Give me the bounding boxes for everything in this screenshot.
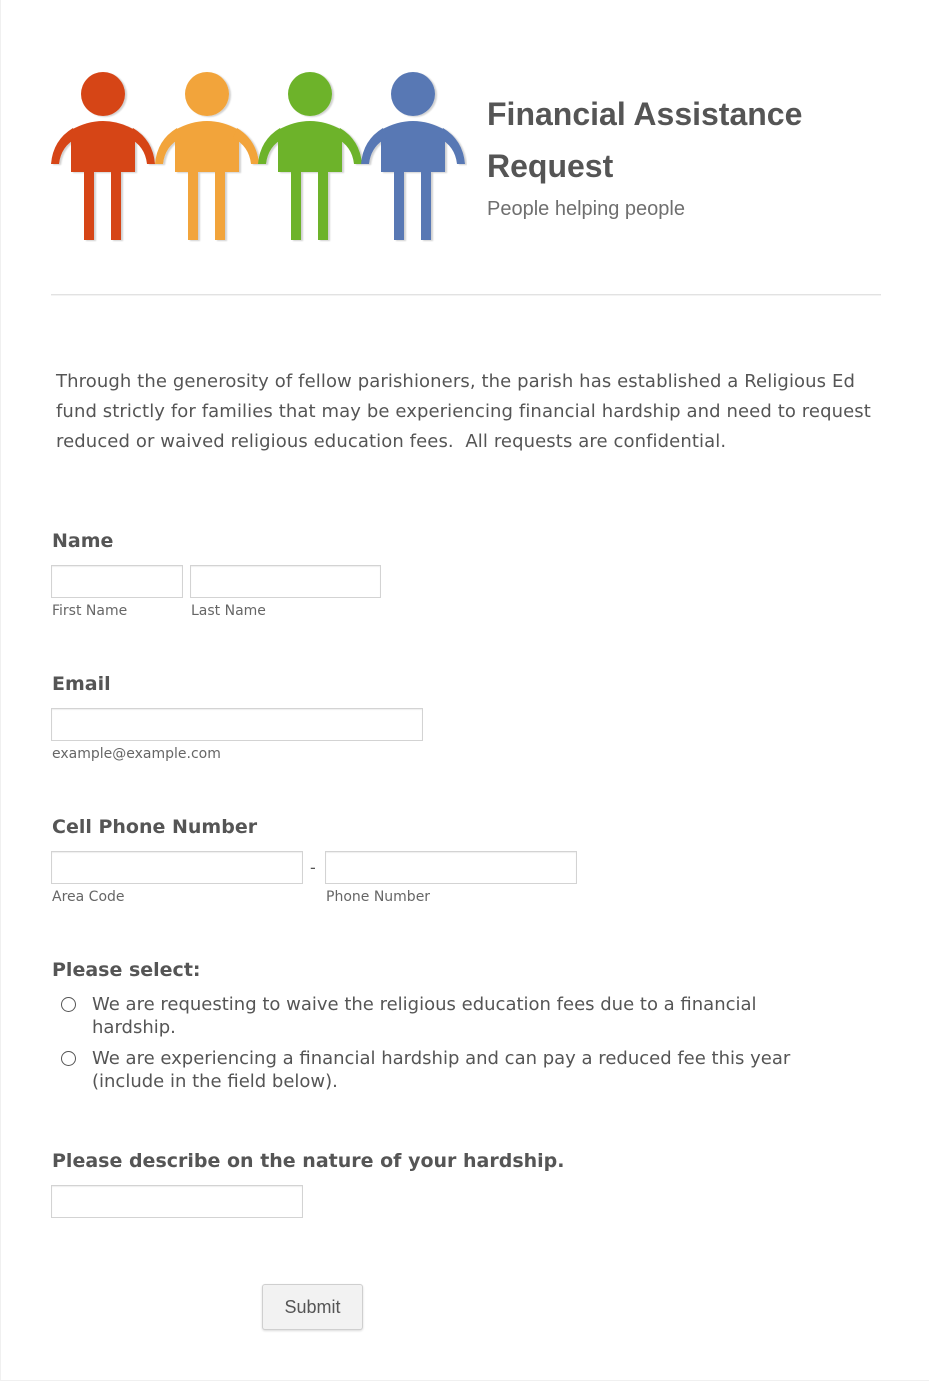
email-sublabel: example@example.com	[52, 746, 221, 762]
email-label: Email	[52, 673, 111, 695]
form-header	[487, 88, 887, 221]
name-label: Name	[52, 530, 114, 552]
first-name-sublabel: First Name	[52, 603, 128, 619]
intro-paragraph: Through the generosity of fellow parishioners, the parish has established a Religious Ed fund strictly for families that may be experiencing financial hardship and need to request reduced or waived religious education fees. All requests are confidential.	[56, 371, 877, 452]
radio-button-icon[interactable]	[61, 997, 76, 1012]
radio-option-waive[interactable]	[61, 993, 841, 1039]
first-name-input[interactable]	[51, 565, 183, 598]
header-divider	[51, 294, 881, 296]
radio-option-label: We are experiencing a financial hardship and can pay a reduced fee this year (include in the field below).	[92, 1048, 791, 1092]
submit-button[interactable]: Submit	[262, 1284, 363, 1330]
radio-button-icon[interactable]	[61, 1051, 76, 1066]
people-holding-hands-icon	[51, 66, 467, 242]
last-name-input[interactable]	[190, 565, 381, 598]
phone-number-input[interactable]	[325, 851, 577, 884]
phone-label: Cell Phone Number	[52, 816, 258, 838]
last-name-sublabel: Last Name	[191, 603, 266, 619]
select-label: Please select:	[52, 959, 201, 981]
hardship-label: Please describe on the nature of your hardship.	[52, 1150, 565, 1172]
phone-number-sublabel: Phone Number	[326, 889, 431, 905]
form-subtitle: People helping people	[487, 198, 685, 220]
radio-option-reduced[interactable]	[61, 1047, 841, 1093]
email-input[interactable]	[51, 708, 423, 741]
area-code-sublabel: Area Code	[52, 889, 125, 905]
hardship-input[interactable]	[51, 1185, 303, 1218]
radio-option-label: We are requesting to waive the religious education fees due to a financial hardship.	[92, 994, 757, 1038]
form-title: Financial Assistance Request	[487, 96, 803, 184]
area-code-input[interactable]	[51, 851, 303, 884]
phone-separator: -	[310, 858, 316, 877]
